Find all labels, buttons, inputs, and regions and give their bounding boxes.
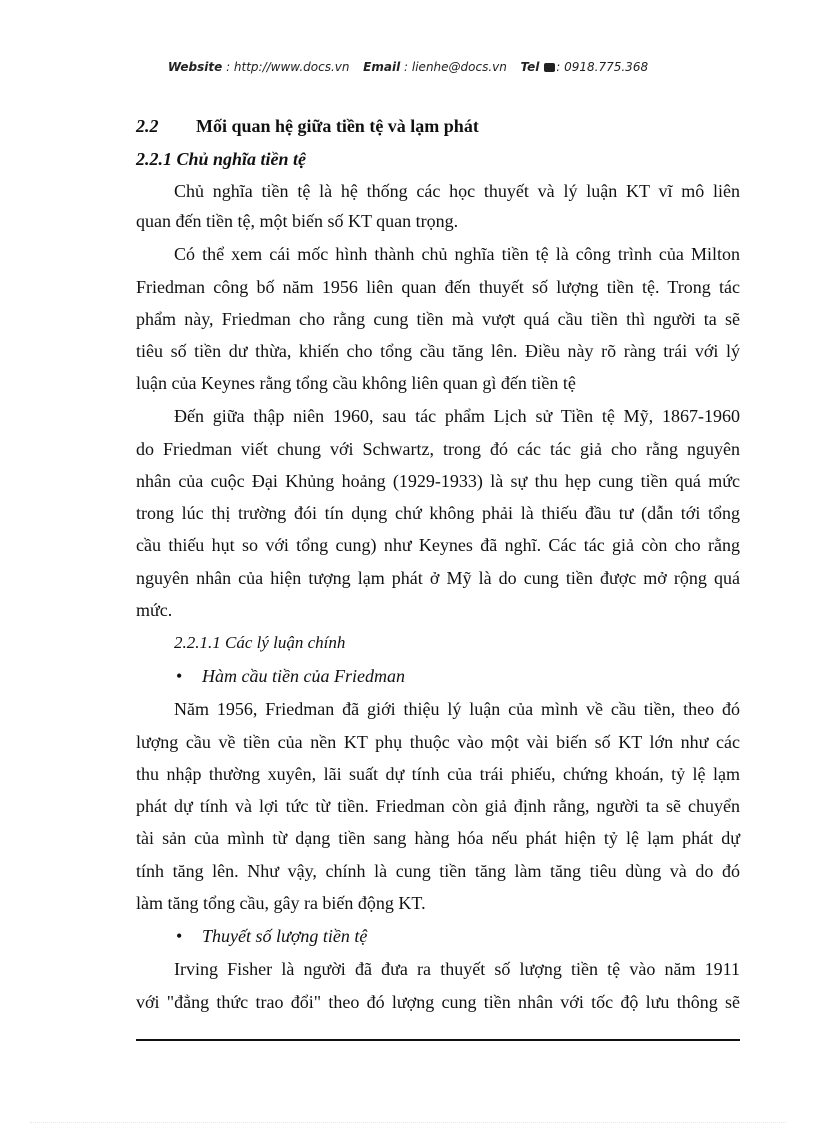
bullet-text: Thuyết số lượng tiền tệ xyxy=(202,926,368,946)
bullet-text: Hàm cầu tiền của Friedman xyxy=(202,666,405,686)
paragraph-line: với "đẳng thức trao đổi" theo đó lượng cung tiền nhân với tốc độ lưu thông sẽ xyxy=(136,992,740,1012)
paragraph-line: trong lúc thị trường đói tín dụng chứ không phải là thiếu đầu tư (dẫn tới tổng xyxy=(136,503,740,523)
website-value: : http://www.docs.vn xyxy=(226,60,350,74)
paragraph-line: tiêu số tiền dư thừa, khiến cho tổng cầu tăng lên. Điều này rõ ràng trái với lý xyxy=(136,341,740,361)
paragraph-line: Irving Fisher là người đã đưa ra thuyết số lượng tiền tệ vào năm 1911 xyxy=(174,959,740,979)
paragraph-line: Friedman công bố năm 1956 liên quan đến thuyết số lượng tiền tệ. Trong tác xyxy=(136,277,740,297)
bullet-marker: • xyxy=(176,926,183,946)
bullet-item xyxy=(136,925,778,947)
tel-value: : 0918.775.368 xyxy=(556,60,649,74)
section-number: 2.2 xyxy=(136,116,159,136)
paragraph-line: phẩm này, Friedman cho rằng cung tiền mà vượt quá cầu tiền thì người ta sẽ xyxy=(136,309,740,329)
section-title: Mối quan hệ giữa tiền tệ và lạm phát xyxy=(196,116,479,136)
paragraph-line: nguyên nhân của hiện tượng lạm phát ở Mỹ là do cung tiền được mở rộng quá xyxy=(136,568,740,588)
paragraph-line: cầu thiếu hụt so với tổng cung) như Keynes đã nghĩ. Các tác giả còn cho rằng xyxy=(136,535,740,555)
paragraph-line: làm tăng tổng cầu, gây ra biến động KT. xyxy=(136,893,426,913)
page-header xyxy=(0,60,816,74)
paragraph-line: tài sản của mình từ dạng tiền sang hàng hóa nếu phát hiện tỷ lệ lạm phát dự xyxy=(136,828,740,848)
phone-icon xyxy=(544,63,555,72)
section-heading-2-2-1-1: 2.2.1.1 Các lý luận chính xyxy=(174,633,346,652)
tel-label: Tel xyxy=(520,60,540,74)
paragraph-line: nhân của cuộc Đại Khủng hoảng (1929-1933) là sự thu hẹp cung tiền quá mức xyxy=(136,471,740,491)
paragraph-line: quan đến tiền tệ, một biến số KT quan trọng. xyxy=(136,211,459,231)
paragraph-line: luận của Keynes rằng tổng cầu không liên quan gì đến tiền tệ xyxy=(136,373,576,393)
paragraph-line: Có thể xem cái mốc hình thành chủ nghĩa tiền tệ là công trình của Milton xyxy=(174,244,740,264)
email-value: : lienhe@docs.vn xyxy=(404,60,507,74)
paragraph-line: phát dự tính và lợi tức từ tiền. Friedman còn giả định rằng, người ta sẽ chuyển xyxy=(136,796,740,816)
paragraph-line: lượng cầu về tiền của nền KT phụ thuộc vào một vài biến số KT lớn như các xyxy=(136,732,740,752)
paragraph-line: Đến giữa thập niên 1960, sau tác phẩm Lịch sử Tiền tệ Mỹ, 1867-1960 xyxy=(174,406,740,426)
section-heading-2-2 xyxy=(136,115,740,137)
paragraph-line: tính tăng lên. Như vậy, chính là cung tiền tăng làm tăng tiêu dùng và do đó xyxy=(136,861,740,881)
paragraph-line: Chủ nghĩa tiền tệ là hệ thống các học thuyết và lý luận KT vĩ mô liên xyxy=(174,181,740,201)
paragraph-line: do Friedman viết chung với Schwartz, trong đó các tác giả cho rằng nguyên xyxy=(136,439,740,459)
email-label: Email xyxy=(363,60,401,74)
bullet-marker: • xyxy=(176,666,183,686)
paragraph-line: Năm 1956, Friedman đã giới thiệu lý luận của mình về cầu tiền, theo đó xyxy=(174,699,740,719)
paragraph-line: thu nhập thường xuyên, lãi suất dự tính của trái phiếu, chứng khoán, tỷ lệ lạm xyxy=(136,764,740,784)
bullet-item xyxy=(136,665,778,687)
section-heading-2-2-1: 2.2.1 Chủ nghĩa tiền tệ xyxy=(136,149,307,169)
footer-rule xyxy=(136,1039,740,1041)
paragraph-line: mức. xyxy=(136,600,173,620)
website-label: Website xyxy=(167,60,223,74)
